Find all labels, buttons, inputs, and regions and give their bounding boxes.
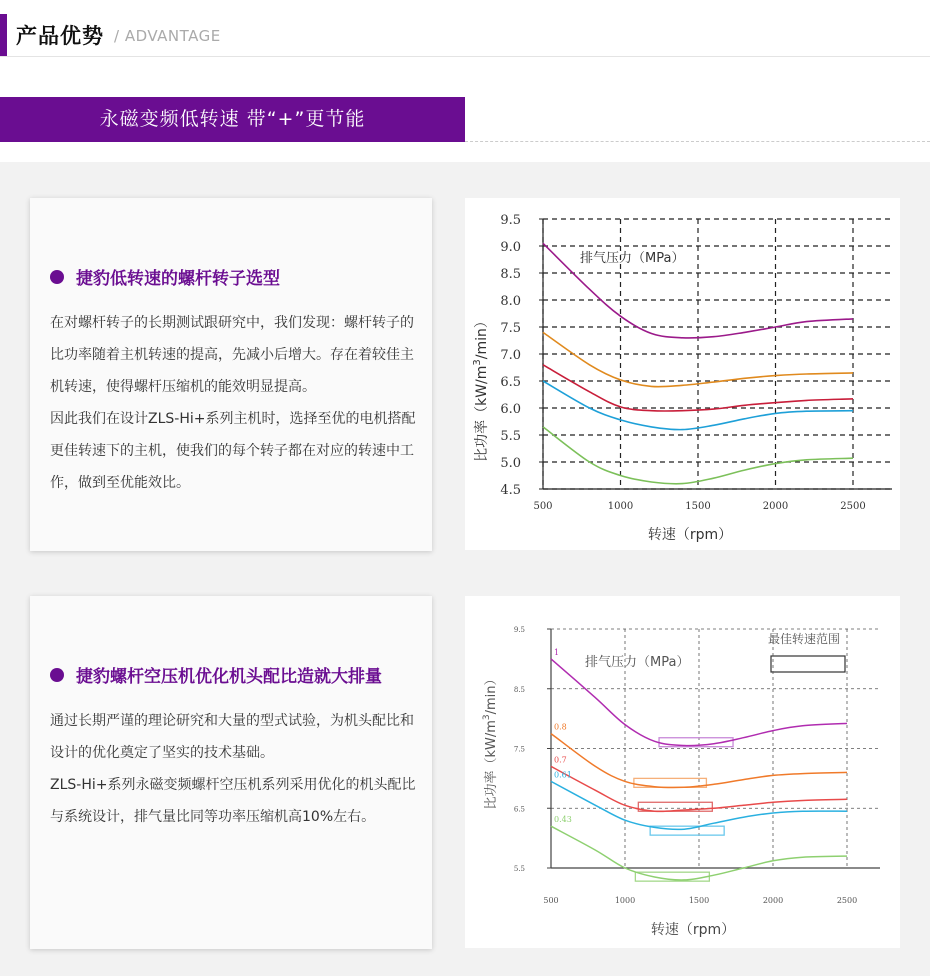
chart-2-range-legend-label: 最佳转速范围 bbox=[768, 632, 841, 646]
chart-2-ylabel: 比功率$(kW/m^3/\min)$ bbox=[482, 672, 499, 810]
feature-card-2-paragraph-1: 通过长期严谨的理论研究和大量的型式试验，为机头配比和设计的优化奠定了坚实的技术基础。 bbox=[50, 713, 414, 761]
chart-x-tick-label: 1500 bbox=[685, 501, 711, 512]
optimal-range-box-0-61 bbox=[650, 826, 724, 835]
chart-y-tick-label: 6.5 bbox=[500, 375, 521, 390]
chart-2-svg bbox=[465, 596, 900, 948]
chart-y-tick-label: 8.5 bbox=[500, 267, 521, 282]
chart-1-ylabel: 比功率$(kW/m^3/\min)$ bbox=[472, 314, 490, 462]
chart-y-tick-label: 4.5 bbox=[500, 483, 521, 498]
feature-card-1-paragraph-1: 在对螺杆转子的长期测试跟研究中，我们发现：螺杆转子的比功率随着主机转速的提高，先减小后增大。存在着较佳主机转速，使得螺杆压缩机的能效明显提高。 bbox=[50, 315, 414, 395]
feature-banner: 永磁变频低转速 带“+”更节能 bbox=[0, 97, 465, 142]
section-subtitle: / ADVANTAGE bbox=[114, 27, 221, 45]
feature-card-1-title bbox=[50, 264, 280, 289]
specific-power-chart-2 bbox=[465, 596, 900, 948]
series-label: 0.61 bbox=[554, 770, 572, 780]
chart-y-tick-label: 7.0 bbox=[500, 348, 521, 363]
feature-card-2-title-text: 捷豹螺杆空压机优化机头配比造就大排量 bbox=[76, 667, 382, 687]
chart-y-tick-label: 5.5 bbox=[500, 429, 521, 444]
chart-1-svg bbox=[465, 198, 900, 550]
feature-card-1-body bbox=[50, 307, 420, 499]
chart-x-tick-label: 500 bbox=[533, 501, 553, 512]
header-accent-bar bbox=[0, 14, 7, 57]
chart-y-tick-label: 5.5 bbox=[513, 865, 525, 873]
chart-x-tick-label: 1000 bbox=[614, 896, 636, 905]
chart-x-tick-label: 1000 bbox=[607, 501, 634, 512]
header-divider bbox=[0, 56, 930, 57]
series-line-3 bbox=[543, 381, 853, 430]
chart-y-tick-label: 7.5 bbox=[500, 321, 521, 336]
feature-card-1-paragraph-2: 因此我们在设计ZLS-Hi+系列主机时，选择至优的电机搭配更佳转速下的主机，使我们的每个转子都在对应的转速中工作，做到至优能效比。 bbox=[50, 411, 416, 491]
chart-x-tick-label: 500 bbox=[543, 896, 559, 905]
chart-y-tick-label: 7.5 bbox=[513, 745, 525, 754]
chart-1-xlabel: 转速（rpm） bbox=[647, 527, 733, 543]
feature-card-1 bbox=[30, 198, 432, 551]
series-label: 1 bbox=[554, 647, 560, 657]
chart-2-range-legend-swatch bbox=[771, 656, 845, 672]
series-line-2 bbox=[543, 365, 853, 411]
banner-dashed-divider bbox=[465, 141, 930, 142]
chart-y-tick-label: 8.5 bbox=[513, 685, 525, 694]
chart-y-tick-label: 9.0 bbox=[500, 240, 521, 255]
feature-card-2-body bbox=[50, 705, 420, 833]
chart-y-tick-label: 8.0 bbox=[500, 294, 521, 309]
chart-2-legend-title: 排气压力（MPa） bbox=[585, 655, 690, 670]
chart-y-tick-label: 5.0 bbox=[500, 456, 521, 471]
chart-x-tick-label: 1500 bbox=[688, 896, 710, 905]
chart-y-tick-label: 6.0 bbox=[500, 402, 521, 417]
series-label: 0.8 bbox=[554, 722, 567, 732]
feature-card-1-title-text: 捷豹低转速的螺杆转子选型 bbox=[76, 269, 280, 289]
section-title: 产品优势 bbox=[16, 24, 104, 48]
bullet-dot-icon bbox=[50, 270, 64, 284]
chart-y-tick-label: 9.5 bbox=[500, 213, 521, 228]
bullet-dot-icon bbox=[50, 668, 64, 682]
chart-x-tick-label: 2000 bbox=[762, 896, 784, 905]
chart-2-xlabel: 转速（rpm） bbox=[650, 922, 736, 938]
chart-x-tick-label: 2000 bbox=[762, 501, 789, 512]
series-label: 0.43 bbox=[554, 815, 572, 825]
feature-card-2-paragraph-2: ZLS-Hi+系列永磁变频螺杆空压机系列采用优化的机头配比与系统设计，排气量比同等功率压缩机高10%左右。 bbox=[50, 777, 416, 825]
series-label: 0.7 bbox=[554, 755, 567, 765]
feature-card-2-title bbox=[50, 662, 382, 687]
chart-y-tick-label: 6.5 bbox=[513, 805, 525, 814]
chart-x-tick-label: 2500 bbox=[840, 501, 866, 512]
specific-power-chart-1 bbox=[465, 198, 900, 550]
chart-y-tick-label: 9.5 bbox=[513, 626, 525, 634]
chart-x-tick-label: 2500 bbox=[836, 896, 858, 905]
feature-card-2 bbox=[30, 596, 432, 949]
chart-1-legend-title: 排气压力（MPa） bbox=[580, 251, 685, 266]
